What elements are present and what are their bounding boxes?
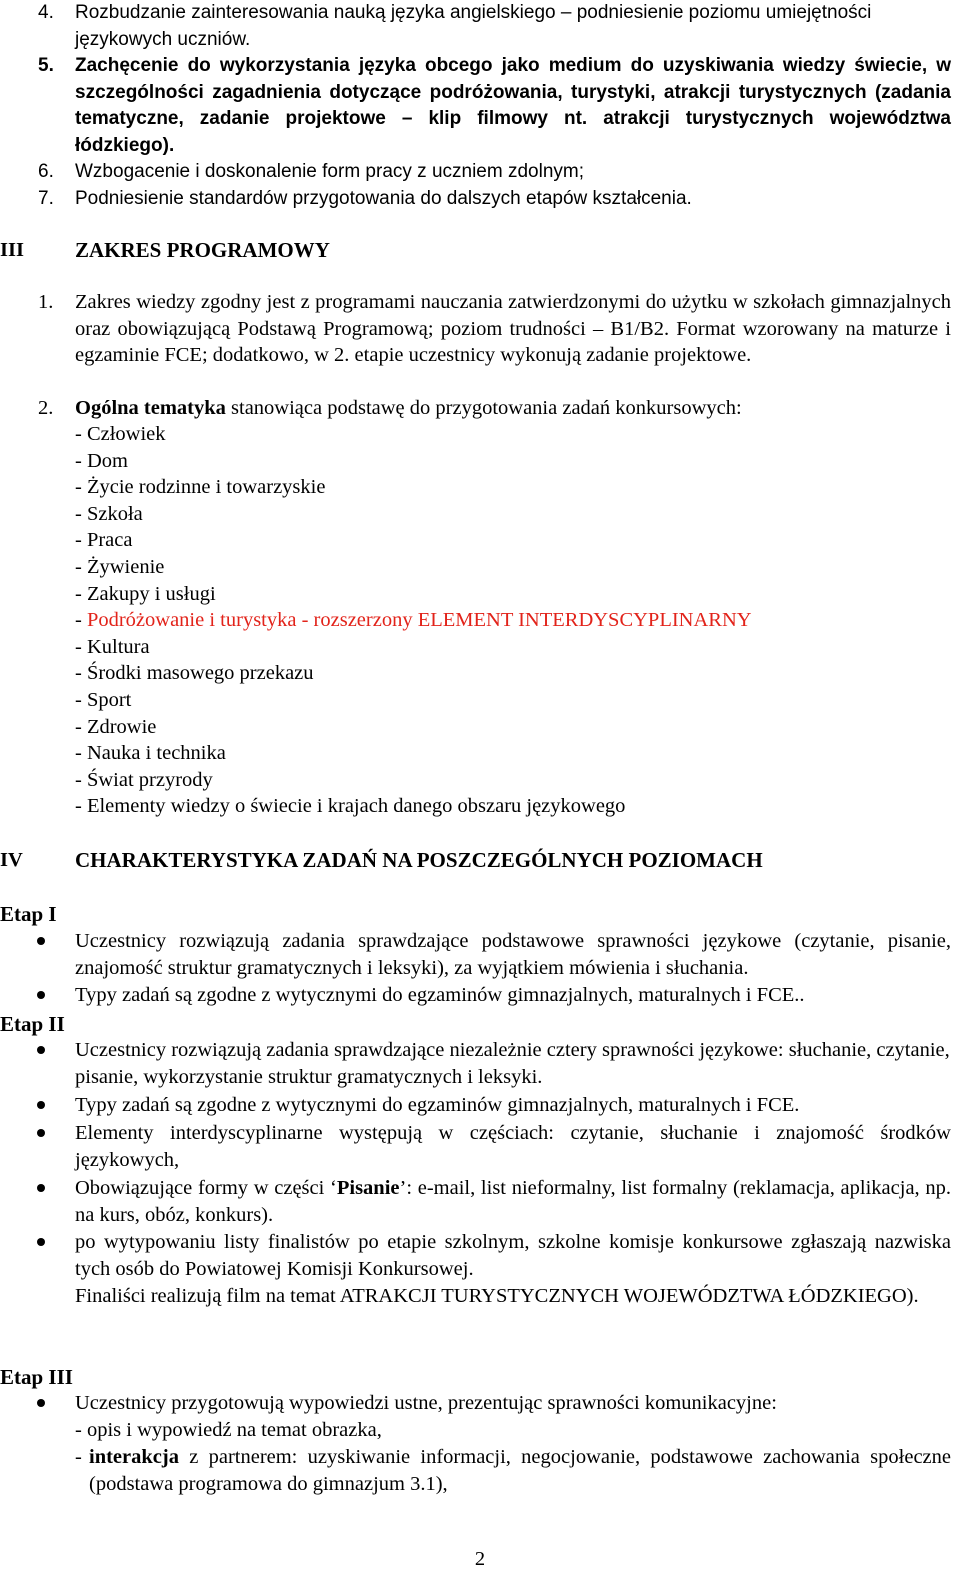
bullet-icon bbox=[37, 1129, 45, 1137]
topic-item: - Kultura bbox=[75, 635, 150, 658]
writing-label: Pisanie bbox=[336, 1177, 400, 1199]
topic-item: - Życie rodzinne i towarzyskie bbox=[75, 476, 326, 499]
item-number: 6. bbox=[38, 161, 54, 182]
bullet-icon bbox=[37, 1046, 45, 1054]
topic-item: - Dom bbox=[75, 449, 128, 472]
bullet-icon bbox=[37, 991, 45, 999]
topic-item: - Sport bbox=[75, 688, 132, 711]
interaction-rest: z partnerem: uzyskiwanie informacji, negocjowanie, podstawowe zachowania społeczne (podstawa programowa do gimnazjum 3.1), bbox=[89, 1446, 951, 1495]
section-title: CHARAKTERYSTYKA ZADAŃ NA POSZCZEGÓLNYCH POZIOMACH bbox=[75, 848, 763, 872]
section-number: III bbox=[0, 239, 24, 261]
section-number: IV bbox=[0, 849, 23, 871]
topic-item-highlight bbox=[75, 607, 951, 634]
item-number: 1. bbox=[38, 291, 54, 313]
topic-item: - Żywienie bbox=[75, 555, 165, 578]
etap3-bullet: Uczestnicy przygotowują wypowiedzi ustne, prezentując sprawności komunikacyjne: bbox=[75, 1392, 777, 1414]
item-number: 7. bbox=[38, 188, 54, 209]
topic-item: - Świat przyrody bbox=[75, 768, 213, 791]
item-number: 5. bbox=[38, 55, 54, 76]
topic-dash: - bbox=[75, 609, 87, 632]
topics-intro-bold: Ogólna tematyka bbox=[75, 397, 226, 419]
topic-item: - Praca bbox=[75, 529, 133, 552]
bullet-icon bbox=[37, 1184, 45, 1192]
etap2-bullet: Uczestnicy rozwiązują zadania sprawdzające niezależnie cztery sprawności językowe: słuchanie, czytanie, pisanie, wykorzystanie struktur gramatycznych i leksyki. bbox=[75, 1039, 950, 1088]
topic-item: - Środki masowego przekazu bbox=[75, 662, 314, 685]
item-number: 2. bbox=[38, 397, 54, 419]
topic-item: - Szkoła bbox=[75, 502, 143, 525]
topics-intro-rest: stanowiąca podstawę do przygotowania zadań konkursowych: bbox=[225, 397, 742, 419]
etap-heading: Etap II bbox=[0, 1012, 65, 1036]
topic-item: - Zakupy i usługi bbox=[75, 582, 216, 605]
topic-item: - Człowiek bbox=[75, 423, 166, 445]
bullet-icon bbox=[37, 1238, 45, 1246]
etap1-bullet: Uczestnicy rozwiązują zadania sprawdzające podstawowe sprawności językowe (czytanie, pisanie, znajomość struktur gramatycznych i leksyki), za wyjątkiem mówienia i słuchania. bbox=[75, 930, 951, 979]
interaction-label: interakcja bbox=[89, 1446, 179, 1468]
topic-item: - Nauka i technika bbox=[75, 742, 226, 765]
subitem-dash: - bbox=[75, 1446, 82, 1468]
etap2-bullet: po wytypowaniu listy finalistów po etapie szkolnym, szkolne komisje konkursowe zgłaszają nazwiska tych osób do Powiatowej Komisji Konkursowej. bbox=[75, 1231, 951, 1280]
writing-forms-post: ’: e-mail, list nieformalny, list formalny (reklamacja, aplikacja, np. na kurs, obóz, konkurs). bbox=[75, 1177, 951, 1226]
finalists-paragraph: Finaliści realizują film na temat ATRAKCJI TURYSTYCZNYCH WOJEWÓDZTWA ŁÓDZKIEGO). bbox=[75, 1285, 919, 1307]
bullet-icon bbox=[37, 1101, 45, 1109]
topics-intro bbox=[75, 395, 951, 422]
etap3-subitem: - opis i wypowiedź na temat obrazka, bbox=[75, 1419, 382, 1441]
intro-item-6: Wzbogacenie i doskonalenie form pracy z uczniem zdolnym; bbox=[75, 161, 585, 182]
etap-heading: Etap I bbox=[0, 902, 57, 926]
topics-list bbox=[75, 421, 951, 820]
etap2-bullet: Typy zadań są zgodne z wytycznymi do egzaminów gimnazjalnych, maturalnych i FCE. bbox=[75, 1094, 800, 1116]
etap2-bullet bbox=[75, 1175, 951, 1228]
writing-forms-pre: Obowiązujące formy w części ‘ bbox=[75, 1177, 337, 1199]
bullet-icon bbox=[37, 1399, 45, 1407]
topic-highlight-text: Podróżowanie i turystyka - rozszerzony ELEMENT INTERDYSCYPLINARNY bbox=[86, 609, 752, 632]
item-number: 4. bbox=[38, 2, 54, 23]
interaction-text bbox=[89, 1444, 951, 1497]
etap2-bullet: Elementy interdyscyplinarne występują w częściach: czytanie, słuchanie i znajomość środków językowych, bbox=[75, 1122, 951, 1171]
topic-item: - Zdrowie bbox=[75, 715, 157, 738]
bullet-icon bbox=[37, 937, 45, 945]
page-number: 2 bbox=[474, 1548, 486, 1570]
etap-heading: Etap III bbox=[0, 1365, 73, 1389]
topic-item: - Elementy wiedzy o świecie i krajach danego obszaru językowego bbox=[75, 795, 626, 818]
section-title: ZAKRES PROGRAMOWY bbox=[75, 238, 330, 262]
intro-item-7: Podniesienie standardów przygotowania do dalszych etapów kształcenia. bbox=[75, 188, 692, 209]
intro-item-5: Zachęcenie do wykorzystania języka obcego jako medium do uzyskiwania wiedzy świecie, w szczególności zagadnienia dotyczące podróżowania, turystyki, atrakcji turystycznych (zadania tematyczne, zadanie projektowe – klip filmowy nt. atrakcji turystycznych województwa łódzkiego). bbox=[75, 55, 951, 156]
etap1-bullet: Typy zadań są zgodne z wytycznymi do egzaminów gimnazjalnych, maturalnych i FCE.. bbox=[75, 984, 805, 1006]
intro-item-4: Rozbudzanie zainteresowania nauką języka angielskiego – podniesienie poziomu umiejętności językowych uczniów. bbox=[75, 2, 872, 50]
scope-paragraph: Zakres wiedzy zgodny jest z programami nauczania zatwierdzonymi do użytku w szkołach gimnazjalnych oraz obowiązującą Podstawą Programową; poziom trudności – B1/B2. Format wzorowany na maturze i egzaminie FCE; dodatkowo, w 2. etapie uczestnicy wykonują zadanie projektowe. bbox=[75, 291, 951, 367]
